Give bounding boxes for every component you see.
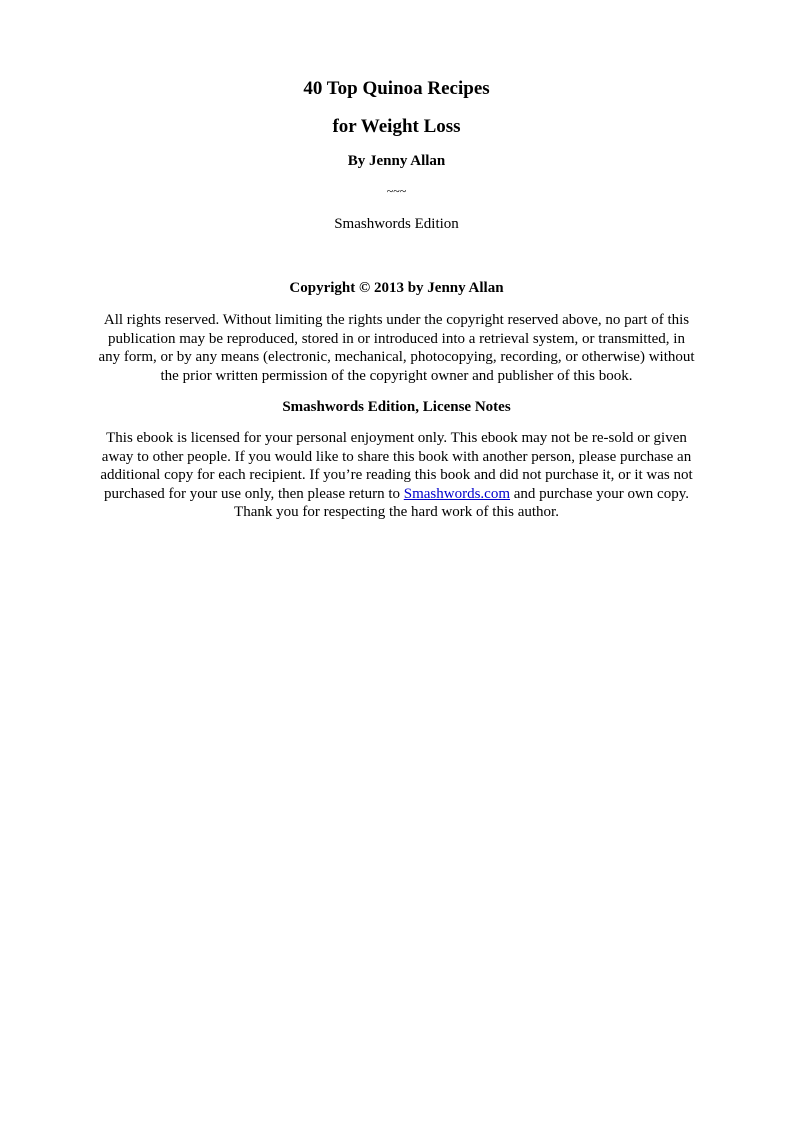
smashwords-link[interactable]: Smashwords.com [403,485,511,502]
license-line: This ebook is licensed for your personal enjoyment only. This ebook may not be re-sold or given [106,430,687,446]
license-line-suffix: and purchase your own copy. [510,485,689,502]
rights-paragraph [76,311,717,385]
license-notes-heading: Smashwords Edition, License Notes [282,399,511,415]
section-separator: ~~~ [386,184,407,198]
license-line-with-link [76,485,717,504]
rights-line: the prior written permission of the copyright owner and publisher of this book. [160,367,633,384]
author-byline: By Jenny Allan [347,153,446,169]
rights-line: any form, or by any means (electronic, mechanical, photocopying, recording, or otherwise) without [98,349,695,365]
license-paragraph [76,429,717,522]
rights-line: All rights reserved. Without limiting the rights under the copyright reserved above, no part of this [103,312,690,328]
book-title-line-1: 40 Top Quinoa Recipes [303,78,490,99]
license-line: Thank you for respecting the hard work of this author. [234,504,559,520]
book-title-line-2: for Weight Loss [332,116,461,137]
edition-label: Smashwords Edition [334,216,459,232]
license-line: away to other people. If you would like to share this book with another person, please purchase an [101,448,692,465]
rights-line: publication may be reproduced, stored in or introduced into a retrieval system, or transmitted, in [108,330,685,347]
copyright-heading: Copyright © 2013 by Jenny Allan [289,280,504,296]
license-line: additional copy for each recipient. If you’re reading this book and did not purchase it, or it was not [100,467,693,483]
license-line-prefix: purchased for your use only, then please return to [104,485,404,502]
